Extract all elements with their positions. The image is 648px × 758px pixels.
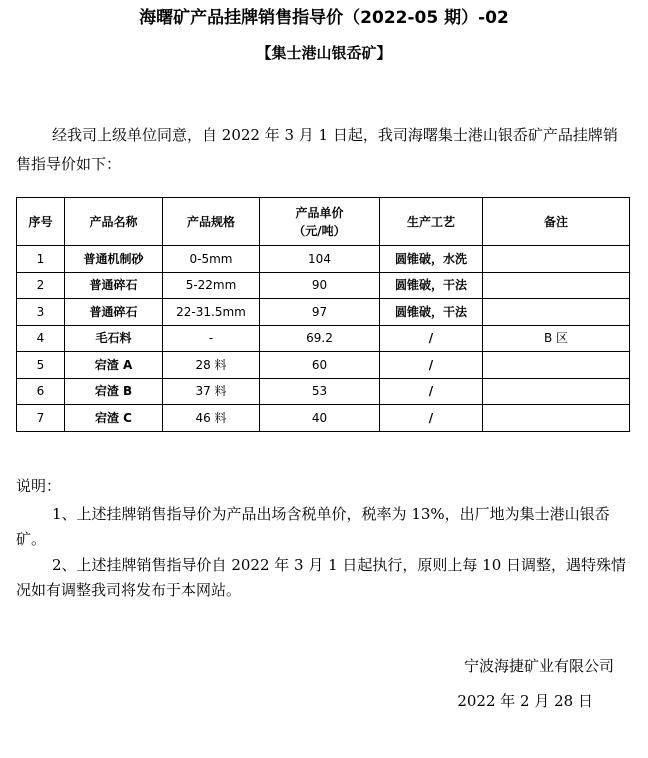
cell-seq: 1: [17, 246, 65, 273]
intro-paragraph: 经我司上级单位同意，自 2022 年 3 月 1 日起，我司海曙集士港山银岙矿产品挂牌销售指导价如下：: [16, 126, 618, 173]
issue-date: 2022 年 2 月 28 日: [457, 692, 593, 710]
cell-price: 90: [260, 272, 380, 299]
table-header-row: [17, 198, 630, 246]
cell-spec: 28 料: [163, 352, 260, 379]
cell-name: 毛石料: [65, 325, 163, 352]
table-row: [17, 325, 630, 352]
cell-name: 普通机制砂: [65, 246, 163, 273]
cell-seq: 5: [17, 352, 65, 379]
cell-remark: [483, 378, 630, 405]
header-process: 生产工艺: [380, 198, 483, 246]
table-row: [17, 378, 630, 405]
cell-process: /: [380, 325, 483, 352]
cell-seq: 6: [17, 378, 65, 405]
cell-price: 60: [260, 352, 380, 379]
header-price: [260, 198, 380, 246]
cell-process: /: [380, 405, 483, 432]
header-name: 产品名称: [65, 198, 163, 246]
cell-name: 宕渣 C: [65, 405, 163, 432]
cell-remark: [483, 272, 630, 299]
cell-spec: 0-5mm: [163, 246, 260, 273]
note-item-1: 1、上述挂牌销售指导价为产品出场含税单价，税率为 13%，出厂地为集士港山银岙矿。: [16, 505, 610, 548]
header-spec: 产品规格: [163, 198, 260, 246]
cell-price: 53: [260, 378, 380, 405]
cell-spec: 46 料: [163, 405, 260, 432]
cell-remark: [483, 246, 630, 273]
cell-spec: 5-22mm: [163, 272, 260, 299]
header-price-line1: 产品单价: [295, 205, 344, 220]
cell-process: /: [380, 352, 483, 379]
cell-spec: -: [163, 325, 260, 352]
cell-process: 圆锥破，干法: [380, 299, 483, 326]
cell-seq: 3: [17, 299, 65, 326]
cell-seq: 4: [17, 325, 65, 352]
cell-name: 宕渣 A: [65, 352, 163, 379]
note-item-2: 2、上述挂牌销售指导价自 2022 年 3 月 1 日起执行，原则上每 10 日调整，遇特殊情况如有调整我司将发布于本网站。: [16, 556, 627, 599]
cell-name: 普通碎石: [65, 272, 163, 299]
document-subtitle: 【集士港山银岙矿】: [256, 44, 392, 62]
notes-title: 说明：: [16, 477, 62, 495]
table-row: [17, 272, 630, 299]
price-table: [16, 197, 630, 432]
cell-price: 97: [260, 299, 380, 326]
header-remark: 备注: [483, 198, 630, 246]
cell-process: 圆锥破，干法: [380, 272, 483, 299]
document-title: 海曙矿产品挂牌销售指导价（2022-05 期）-02: [139, 8, 509, 28]
cell-spec: 22-31.5mm: [163, 299, 260, 326]
table-row: [17, 405, 630, 432]
cell-price: 69.2: [260, 325, 380, 352]
cell-name: 宕渣 B: [65, 378, 163, 405]
cell-name: 普通碎石: [65, 299, 163, 326]
cell-price: 104: [260, 246, 380, 273]
cell-process: 圆锥破，水洗: [380, 246, 483, 273]
company-signature: 宁波海捷矿业有限公司: [463, 657, 614, 675]
cell-seq: 2: [17, 272, 65, 299]
cell-process: /: [380, 378, 483, 405]
cell-remark: [483, 299, 630, 326]
header-seq: 序号: [17, 198, 65, 246]
table-row: [17, 299, 630, 326]
table-row: [17, 246, 630, 273]
header-price-line2: （元/吨）: [293, 223, 346, 238]
cell-remark: [483, 405, 630, 432]
cell-remark: B 区: [483, 325, 630, 352]
cell-spec: 37 料: [163, 378, 260, 405]
cell-seq: 7: [17, 405, 65, 432]
cell-remark: [483, 352, 630, 379]
cell-price: 40: [260, 405, 380, 432]
table-row: [17, 352, 630, 379]
